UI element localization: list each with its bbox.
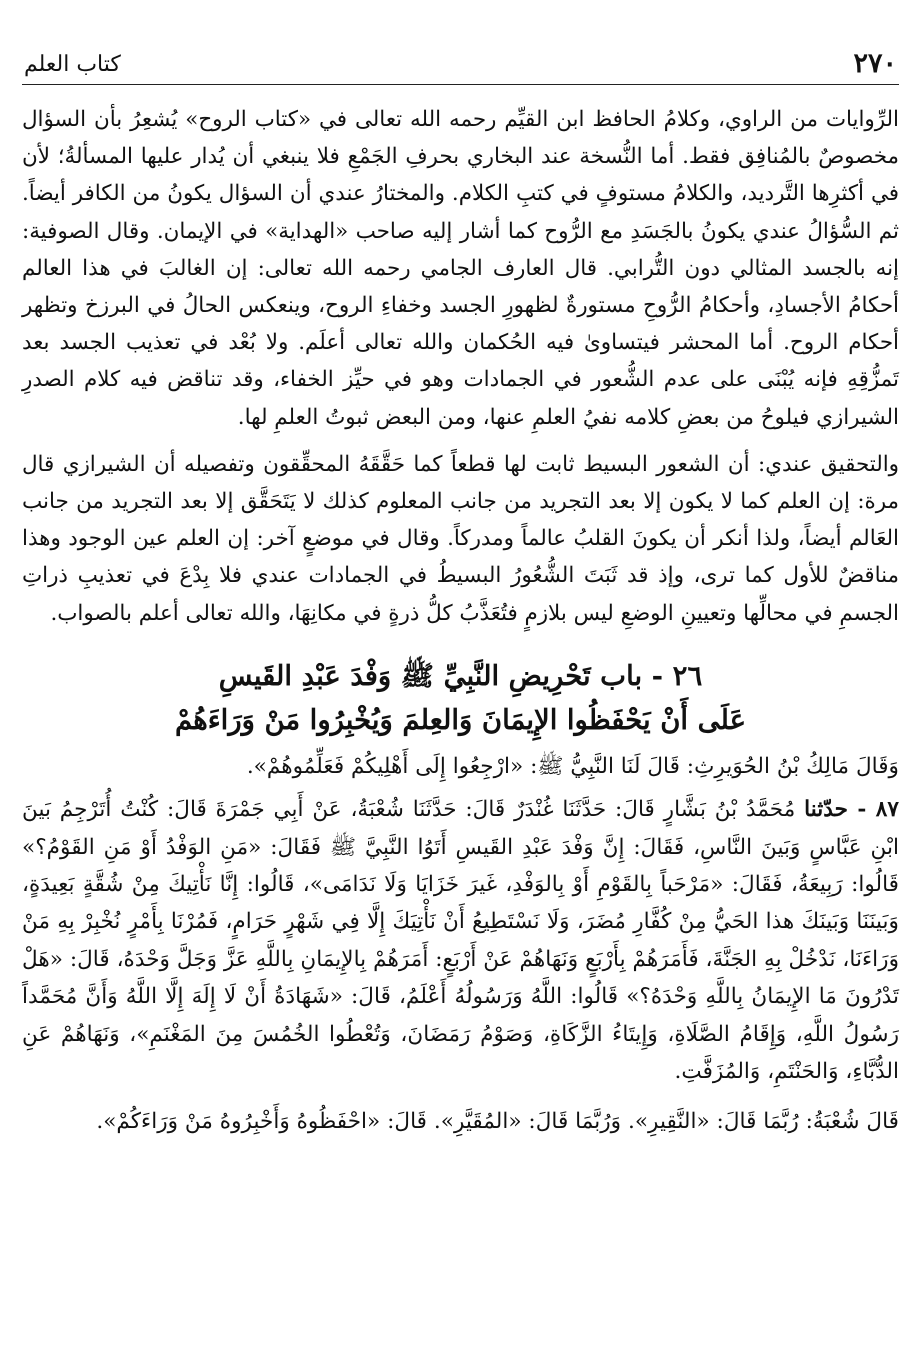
commentary-paragraph: الرِّوايات من الراوي، وكلامُ الحافظ ابن القيِّم رحمه الله تعالى في «كتاب الروح» يُشعِرُ بأن السؤال مخصوصٌ بالمُنافِق فقط. أما النُّسخة عند البخاري بحرفِ الجَمْعِ فلا ينبغي أن يُدار عليها المسألةُ؛ لأن في أكثرِها التَّرديد، والكلامُ مستوفٍ في كتبِ الكلام. والمختارُ عندي أن السؤال يكونُ من الكافر أيضاً. ثم السُّؤالُ عندي يكونُ بالجَسَدِ مع الرُّوح كما أشار إليه صاحب «الهداية» في الإيمان. وقال الصوفية: إنه بالجسد المثالي دون التُّرابي. قال العارف الجامي رحمه الله تعالى: إن الغالبَ في هذا العالم أحكامُ الأجسادِ، وأحكامُ الرُّوحِ مستورةٌ لظهورِ الجسد وخفاءِ الروح، وينعكس الحالُ في البرزخ وتظهر أحكام الروح. أما المحشر فيتساوىٰ فيه الحُكمان والله تعالى أعلَم. ولا بُعْد في تعذيب الجسد بعد تَمزُّقِهِ فإنه يُبْنَى على عدم الشُّعور في الجمادات وهو في حيِّز الخفاء، وقد تناقض فيه كلام الصدرِ الشيرازي فيلوحُ من بعضِ كلامه نفيُ العلمِ عنها، ومن البعض ثبوتُ العلمِ لها. [22, 107, 899, 430]
page-number: ٢٧٠ [853, 48, 897, 79]
chapter-heading-line: عَلَى أَنْ يَحْفَظُوا الإِيمَانَ وَالعِلمَ وَيُخْبِرُوا مَنْ وَرَاءَهُمْ [174, 703, 747, 736]
chapter-heading [22, 654, 899, 742]
chapter-heading-line: ٢٦ - باب تَحْرِيضِ النَّبِيِّ ﷺ وَفْدَ عَبْدِ القَيسِ [218, 659, 703, 692]
hadith-87 [22, 791, 899, 1090]
book-page [22, 42, 899, 1352]
page-header [22, 42, 899, 85]
chapter-quote: وَقَالَ مَالِكُ بْنُ الحُوَيرِثِ: قَالَ لَنَا النَّبِيُّ ﷺ: «ارْجِعُوا إِلَى أَهْلِيكُمْ فَعَلِّمُوهُمْ». [246, 753, 899, 779]
running-title: كتاب العلم [24, 52, 121, 77]
commentary-paragraph: والتحقيق عندي: أن الشعور البسيط ثابت لها قطعاً كما حَقَّقَهُ المحقِّقون وتفصيله أن الشيرازي قال مرة: إن العلم كما لا يكون إلا بعد التجريد من جانب المعلوم كذلك لا يَتَحَقَّق إلا بعد التجريد من جانب العَالم أيضاً، ولذا أنكر أن يكونَ القلبُ عالماً ومدركاً. وقال في موضعٍ آخر: إن العلم عين الوجود وهذا مناقضٌ للأول كما ترى، وإذ قد ثَبَتَ الشُّعُورُ البسيطُ في الجمادات عندي فلا بِدْعَ في تعذيبِ ذراتِ الجسمِ في محالِّها وتعيينِ الوضعِ ليس بلازمٍ فتُعَذَّبُ كلُّ ذرةٍ في مكانِهَا، والله تعالى أعلم بالصواب. [22, 451, 899, 626]
hadith-number: ٨٧ - حدّثنا [804, 797, 899, 823]
hadith-closing: قَالَ شُعْبَةُ: رُبَّمَا قَالَ: «النَّقِيرِ». وَرُبَّمَا قَالَ: «المُقَيَّرِ». قَالَ: «احْفَظُوهُ وَأَخْبِرُوهُ مَنْ وَرَاءَكُمْ». [96, 1108, 899, 1134]
hadith-text: مُحَمَّدُ بْنُ بَشَّارٍ قَالَ: حَدَّثَنَا غُنْدَرٌ قَالَ: حَدَّثَنَا شُعْبَةُ، عَنْ أَبِي جَمْرَةَ قَالَ: كُنْتُ أُتَرْجِمُ بَينَ ابْنِ عَبَّاسٍ وَبَينَ النَّاسِ، فَقَالَ: إِنَّ وَفْدَ عَبْدِ القَيسِ أَتَوُا النَّبِيَّ ﷺ فَقَالَ: «مَنِ الوَفْدُ أَوْ مَنِ القَوْمُ؟» قَالُوا: رَبِيعَةُ، فَقَالَ: «مَرْحَباً بِالقَوْمِ أَوْ بِالوَفْدِ، غَيرَ خَزَايَا وَلَا نَدَامَى»، قَالُوا: إِنَّا نَأْتِيكَ مِنْ شُقَّةٍ بَعِيدَةٍ، وَبَينَنَا وَبَينَكَ هذا الحَيُّ مِنْ كُفَّارِ مُضَرَ، وَلَا نَسْتَطِيعُ أَنْ نَأْتِيَكَ إِلَّا فِي شَهْرٍ حَرَامٍ، فَمُرْنَا بِأَمْرٍ نُخْبِرْ بِهِ مَنْ وَرَاءَنَا، نَدْخُلْ بِهِ الجَنَّةَ، فَأَمَرَهُمْ بِأَرْبَعٍ وَنَهَاهُمْ عَنْ أَرْبَعٍ: أَمَرَهُمْ بِالإِيمَانِ بِاللَّهِ عَزَّ وَجَلَّ وَحْدَهُ، قَالَ: «هَلْ تَدْرُونَ مَا الإِيمَانُ بِاللَّهِ وَحْدَهُ؟» قَالُوا: اللَّهُ وَرَسُولُهُ أَعْلَمُ، قَالَ: «شَهَادَةُ أَنْ لَا إِلَهَ إِلَّا اللَّهُ وَأَنَّ مُحَمَّداً رَسُولُ اللَّهِ، وَإِقَامُ الصَّلَاةِ، وَإِيتَاءُ الزَّكَاةِ، وَصَوْمُ رَمَضَانَ، وَتُعْطُوا الخُمُسَ مِنَ المَغْنَمِ»، وَنَهَاهُمْ عَنِ الدُّبَّاءِ، وَالحَنْتَمِ، وَالمُزَفَّتِ. [22, 797, 899, 1085]
